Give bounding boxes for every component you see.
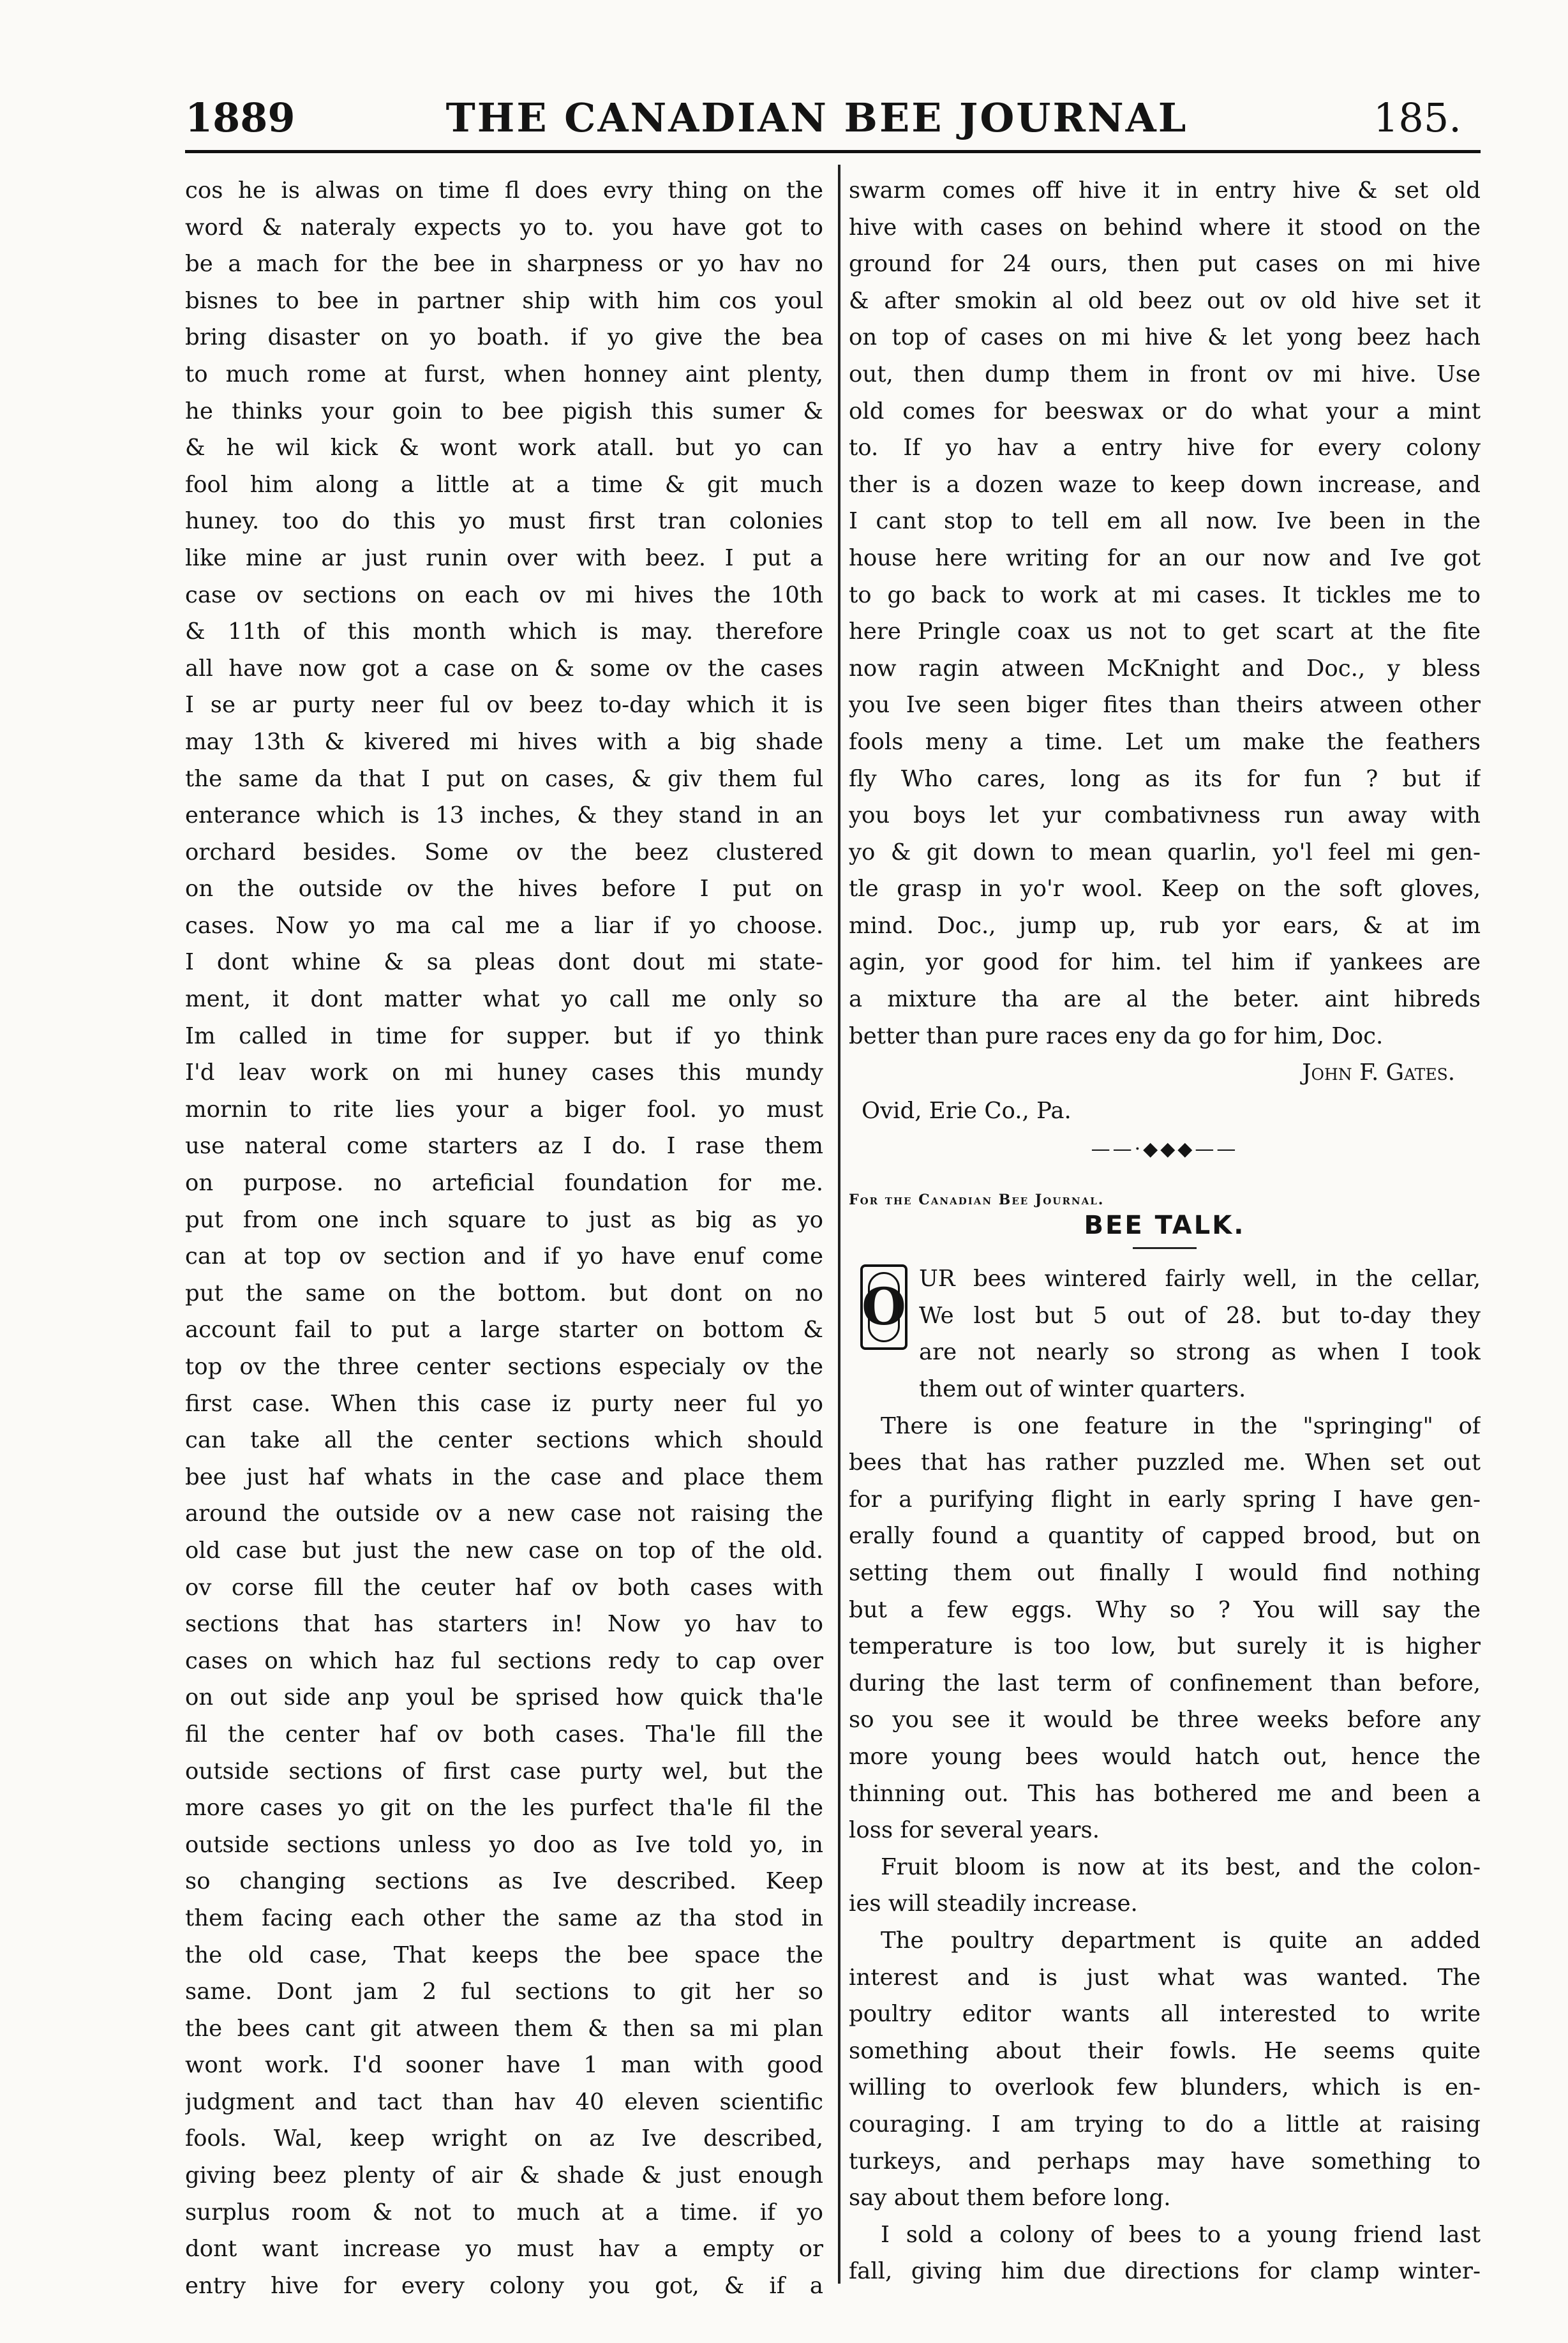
- text-line: turkeys, and perhaps may have something to: [849, 2148, 1481, 2175]
- paragraph-fruit-bloom: [849, 1849, 1481, 1922]
- text-line: word & nateraly expects yo to. you have got to: [185, 214, 823, 241]
- text-line: setting them out finally I would find nothing: [849, 1560, 1481, 1586]
- text-line: bee just haf whats in the case and place them: [185, 1463, 823, 1490]
- text-line: cases. Now yo ma cal me a liar if yo choose.: [185, 912, 823, 939]
- text-line: swarm comes off hive it in entry hive & set old: [849, 177, 1481, 204]
- journal-title: THE CANADIAN BEE JOURNAL: [445, 94, 1188, 141]
- text-line: the same da that I put on cases, & giv them ful: [185, 765, 823, 792]
- page-number: 185.: [1373, 94, 1461, 141]
- text-line: to much rome at furst, when honney aint plenty,: [185, 361, 823, 387]
- text-line: be a mach for the bee in sharpness or yo hav no: [185, 251, 823, 278]
- text-line: say about them before long.: [849, 2185, 1171, 2212]
- text-line: fools. Wal, keep wright on az Ive described,: [185, 2125, 823, 2152]
- text-line: on the outside ov the hives before I put on: [185, 876, 823, 902]
- text-line: fly Who cares, long as its for fun ? but if: [849, 765, 1481, 792]
- text-line: now ragin atween McKnight and Doc., y bless: [849, 655, 1481, 682]
- text-line: same. Dont jam 2 ful sections to git her so: [185, 1979, 823, 2005]
- text-line: hive with cases on behind where it stood on the: [849, 214, 1481, 241]
- paragraph-colony-sale: [849, 2217, 1481, 2290]
- text-line: on purpose. no arteficial foundation for me.: [185, 1170, 823, 1197]
- text-line: ther is a dozen waze to keep down increase, and: [849, 471, 1481, 498]
- text-line: old case but just the new case on top of the old.: [185, 1537, 823, 1564]
- text-line: fall, giving him due directions for clamp winter-: [849, 2258, 1481, 2285]
- text-line: are not nearly so strong as when I took: [919, 1339, 1481, 1366]
- text-line: There is one feature in the "springing" of: [881, 1412, 1481, 1439]
- text-line: can at top ov section and if yo have enuf come: [185, 1243, 823, 1270]
- text-line: dont want increase yo must hav a empty or: [185, 2236, 823, 2263]
- right-column: [849, 172, 1481, 2290]
- text-line: yo & git down to mean quarlin, yo'l feel mi gen-: [849, 839, 1481, 865]
- text-line: you Ive seen biger fites than theirs atween other: [849, 692, 1481, 719]
- text-line: UR bees wintered fairly well, in the cellar,: [919, 1266, 1481, 1292]
- text-line: cos he is alwas on time fl does evry thing on the: [185, 177, 823, 204]
- text-line: to go back to work at mi cases. It tickles me to: [849, 581, 1481, 608]
- text-line: outside sections unless yo doo as Ive told yo, in: [185, 1831, 823, 1858]
- text-line: so you see it would be three weeks before any: [849, 1707, 1481, 1733]
- text-line: willing to overlook few blunders, which is en-: [849, 2074, 1481, 2101]
- text-line: all have now got a case on & some ov the cases: [185, 655, 823, 682]
- header-year: 1889: [185, 94, 295, 141]
- text-line: mornin to rite lies your a biger fool. yo must: [185, 1096, 823, 1123]
- text-line: put from one inch square to just as big as yo: [185, 1206, 823, 1233]
- text-line: something about their fowls. He seems quite: [849, 2037, 1481, 2064]
- text-line: sections that has starters in! Now yo hav to: [185, 1611, 823, 1638]
- text-line: more cases yo git on the les purfect tha'le fil the: [185, 1795, 823, 1822]
- text-line: put the same on the bottom. but dont on no: [185, 1280, 823, 1306]
- text-line: them out of winter quarters.: [919, 1376, 1246, 1403]
- text-line: I'd leav work on mi huney cases this mundy: [185, 1059, 823, 1086]
- text-line: I sold a colony of bees to a young friend last: [881, 2221, 1481, 2248]
- text-line: orchard besides. Some ov the beez clustered: [185, 839, 823, 865]
- column-divider: [838, 165, 840, 2284]
- page-header: [160, 94, 1474, 158]
- text-line: better than pure races eny da go for him, Doc.: [849, 1022, 1384, 1049]
- article-opening: [849, 1261, 1481, 1407]
- text-line: huney. too do this yo must first tran colonies: [185, 508, 823, 535]
- text-line: I dont whine & sa pleas dont dout mi state-: [185, 949, 823, 976]
- text-line: I cant stop to tell em all now. Ive been in the: [849, 508, 1481, 535]
- text-line: entry hive for every colony you got, & if a: [185, 2272, 823, 2299]
- dropcap-letter: O: [860, 1264, 907, 1350]
- text-line: ground for 24 ours, then put cases on mi hive: [849, 251, 1481, 278]
- text-line: fil the center haf ov both cases. Tha'le fill the: [185, 1721, 823, 1748]
- text-line: out, then dump them in front ov mi hive. Use: [849, 361, 1481, 387]
- text-line: bisnes to bee in partner ship with him cos youl: [185, 287, 823, 314]
- text-line: here Pringle coax us not to get scart at the fite: [849, 618, 1481, 645]
- article-title: BEE TALK.: [1084, 1211, 1246, 1241]
- section-ornament: ——·◆◆◆——: [1091, 1138, 1239, 1161]
- text-line: We lost but 5 out of 28. but to-day they: [919, 1302, 1481, 1329]
- text-line: a mixture tha are al the beter. aint hibreds: [849, 986, 1481, 1013]
- text-line: to. If yo hav a entry hive for every colony: [849, 435, 1481, 461]
- text-line: bring disaster on yo boath. if yo give the bea: [185, 324, 823, 351]
- text-line: fool him along a little at a time & git much: [185, 471, 823, 498]
- text-line: account fail to put a large starter on bottom &: [185, 1317, 823, 1344]
- text-line: giving beez plenty of air & shade & just enough: [185, 2162, 823, 2189]
- text-line: The poultry department is quite an added: [881, 1927, 1481, 1954]
- text-line: for a purifying flight in early spring I have gen-: [849, 1486, 1481, 1513]
- text-line: bees that has rather puzzled me. When set out: [849, 1449, 1481, 1476]
- text-line: ies will steadily increase.: [849, 1890, 1138, 1917]
- text-line: ov corse fill the ceuter haf ov both cases with: [185, 1574, 823, 1601]
- text-line: thinning out. This has bothered me and been a: [849, 1780, 1481, 1807]
- header-rule: [185, 150, 1481, 153]
- text-line: ment, it dont matter what yo call me only so: [185, 986, 823, 1013]
- text-line: judgment and tact than hav 40 eleven scientific: [185, 2088, 823, 2115]
- text-line: so changing sections as Ive described. Keep: [185, 1868, 823, 1895]
- author-signature: John F. Gates.: [1302, 1059, 1455, 1086]
- text-line: outside sections of first case purty wel, but the: [185, 1758, 823, 1785]
- text-line: & 11th of this month which is may. therefore: [185, 618, 823, 645]
- title-rule: [1133, 1247, 1197, 1254]
- journal-credit: For the Canadian Bee Journal.: [849, 1192, 1105, 1209]
- text-line: the bees cant git atween them & then sa mi plan: [185, 2015, 823, 2042]
- author-location: Ovid, Erie Co., Pa.: [862, 1098, 1071, 1125]
- text-line: tle grasp in yo'r wool. Keep on the soft gloves,: [849, 876, 1481, 902]
- text-line: fools meny a time. Let um make the feathers: [849, 728, 1481, 755]
- text-line: cases on which haz ful sections redy to cap over: [185, 1647, 823, 1674]
- text-line: first case. When this case iz purty neer ful yo: [185, 1390, 823, 1417]
- text-line: mind. Doc., jump up, rub yor ears, & at im: [849, 912, 1481, 939]
- text-line: erally found a quantity of capped brood, but on: [849, 1523, 1481, 1550]
- text-line: on out side anp youl be sprised how quick tha'le: [185, 1684, 823, 1711]
- text-line: top ov the three center sections especialy ov the: [185, 1354, 823, 1380]
- text-line: house here writing for an our now and Ive got: [849, 544, 1481, 571]
- text-line: may 13th & kivered mi hives with a big shade: [185, 728, 823, 755]
- text-line: wont work. I'd sooner have 1 man with good: [185, 2052, 823, 2079]
- text-line: surplus room & not to much at a time. if yo: [185, 2199, 823, 2226]
- text-line: around the outside ov a new case not raising the: [185, 1501, 823, 1527]
- text-line: interest and is just what was wanted. The: [849, 1964, 1481, 1991]
- text-line: couraging. I am trying to do a little at raising: [849, 2111, 1481, 2137]
- text-line: & he wil kick & wont work atall. but yo can: [185, 435, 823, 461]
- text-line: like mine ar just runin over with beez. I put a: [185, 544, 823, 571]
- dropcap-paragraph: [849, 1261, 1481, 1407]
- text-line: you boys let yur combativness run away with: [849, 802, 1481, 829]
- text-line: he thinks your goin to bee pigish this sumer &: [185, 398, 823, 424]
- text-line: loss for several years.: [849, 1817, 1100, 1844]
- text-line: more young bees would hatch out, hence the: [849, 1743, 1481, 1770]
- paragraph-springing: [849, 1408, 1481, 1849]
- text-line: but a few eggs. Why so ? You will say the: [849, 1596, 1481, 1623]
- text-line: can take all the center sections which should: [185, 1427, 823, 1454]
- text-line: use nateral come starters az I do. I rase them: [185, 1133, 823, 1160]
- text-line: poultry editor wants all interested to write: [849, 2001, 1481, 2028]
- text-line: the old case, That keeps the bee space the: [185, 1942, 823, 1968]
- text-line: them facing each other the same az tha stod in: [185, 1905, 823, 1931]
- paragraph-poultry: [849, 1922, 1481, 2217]
- text-line: & after smokin al old beez out ov old hive set it: [849, 287, 1481, 314]
- text-line: during the last term of confinement than before,: [849, 1670, 1481, 1696]
- left-column: [185, 172, 823, 2304]
- text-line: Im called in time for supper. but if yo think: [185, 1022, 823, 1049]
- letter-continuation: [849, 172, 1481, 1054]
- text-line: on top of cases on mi hive & let yong beez hach: [849, 324, 1481, 351]
- text-line: temperature is too low, but surely it is higher: [849, 1633, 1481, 1660]
- text-line: agin, yor good for him. tel him if yankees are: [849, 949, 1481, 976]
- text-line: Fruit bloom is now at its best, and the colon-: [881, 1853, 1481, 1880]
- text-line: old comes for beeswax or do what your a mint: [849, 398, 1481, 424]
- text-line: I se ar purty neer ful ov beez to-day which it is: [185, 692, 823, 719]
- text-line: case ov sections on each ov mi hives the 10th: [185, 581, 823, 608]
- text-line: enterance which is 13 inches, & they stand in an: [185, 802, 823, 829]
